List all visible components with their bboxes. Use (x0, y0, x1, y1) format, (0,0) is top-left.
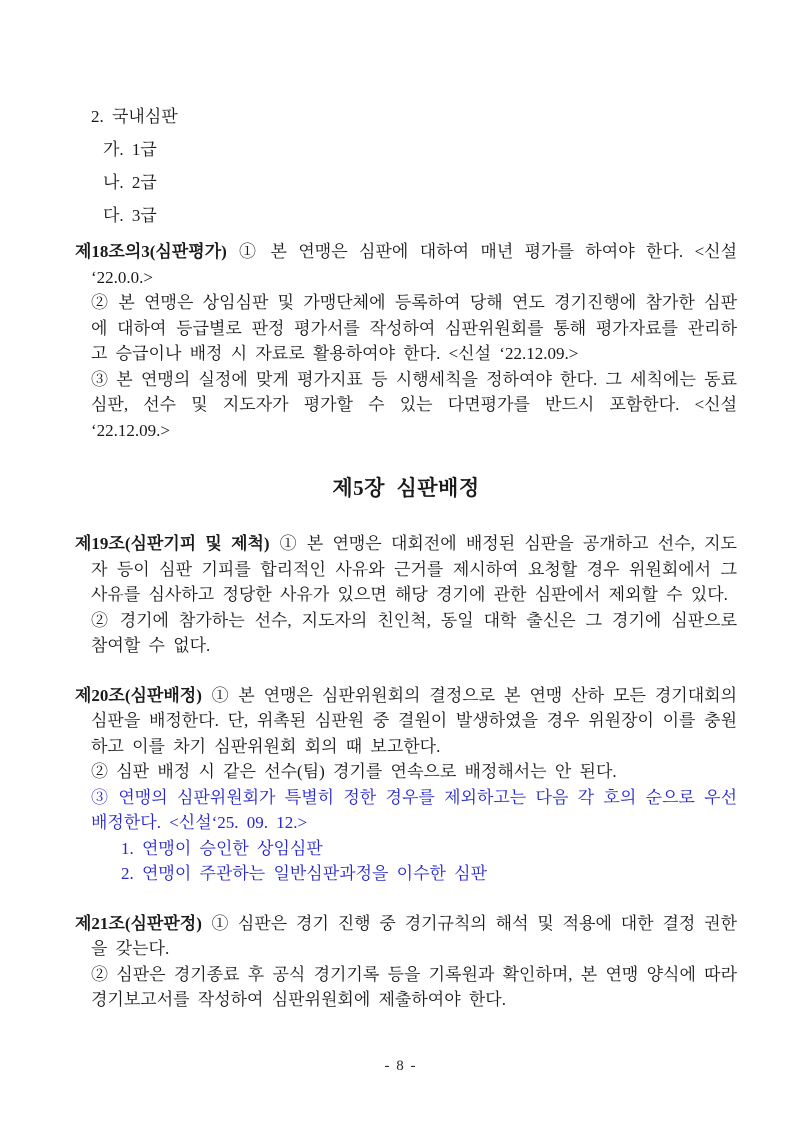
article-20-clause-1: ① 본 연맹은 심판위원회의 결정으로 본 연맹 산하 모든 경기대회의 심판을 배정한다. 단, 위촉된 심판원 중 결원이 발생하였을 경우 위원장이 이를 충원하고 이를 차기 심판위원회 회의 때 보고한다. (91, 685, 737, 756)
article-21-title: 제21조(심판판정) (75, 913, 202, 933)
page-number: - 8 - (384, 1057, 416, 1074)
chapter-5-heading: 제5장 심판배정 (332, 476, 480, 500)
article-19-clause-1: ① 본 연맹은 대회전에 배정된 심판을 공개하고 선수, 지도자 등이 심판 기피를 합리적인 사유와 근거를 제시하여 요청할 경우 위원회에서 그 사유를 심사하고 정당한 사유가 있으면 해당 경기에 관한 심판에서 제외할 수 있다. (91, 534, 737, 604)
article-18-3-paragraph-1 (75, 239, 737, 290)
article-21 (75, 911, 737, 1013)
article-18-3-clause-1: ① 본 연맹은 심판에 대하여 매년 평가를 하여야 한다. <신설 ‘22.0.0.> (91, 242, 737, 287)
article-18-3-clause-2: ② 본 연맹은 상임심판 및 가맹단체에 등록하여 당해 연도 경기진행에 참가한 심판에 대하여 등급별로 판정 평가서를 작성하여 심판위원회를 통해 평가자료를 관리하고 승급이나 배정 시 자료로 활용하여야 한다. <신설 ‘22.12.09.> (91, 293, 737, 363)
article-20-item-1: 1. 연맹이 승인한 상임심판 (121, 838, 323, 858)
article-19-paragraph-1 (75, 531, 737, 608)
list-item-grade-2: 나. 2급 (103, 173, 157, 192)
article-21-paragraph-1 (75, 911, 737, 962)
article-19 (75, 531, 737, 659)
article-19-title: 제19조(심판기피 및 제척) (75, 534, 270, 553)
domestic-referee-grade-list (75, 100, 737, 232)
article-20-item-2: 2. 연맹이 주관하는 일반심판과정을 이수한 심판 (121, 864, 488, 883)
article-18-3-title: 제18조의3(심판평가) (75, 242, 227, 261)
article-21-clause-1: ① 심판은 경기 진행 중 경기규칙의 해석 및 적용에 대한 결정 권한을 갖는다. (91, 913, 737, 958)
article-19-clause-2: ② 경기에 참가하는 선수, 지도자의 친인척, 동일 대학 출신은 그 경기에 심판으로 참여할 수 없다. (91, 610, 737, 655)
article-18-3 (75, 239, 737, 443)
article-20-title: 제20조(심판배정) (75, 685, 202, 705)
article-18-3-clause-3: ③ 본 연맹의 실정에 맞게 평가지표 등 시행세칙을 정하여야 한다. 그 세칙에는 동료심판, 선수 및 지도자가 평가할 수 있는 다면평가를 반드시 포함한다. <신설 ‘22.12.09.> (91, 369, 737, 440)
article-20-clause-2: ② 심판 배정 시 같은 선수(팀) 경기를 연속으로 배정해서는 안 된다. (91, 762, 617, 781)
list-item-domestic-referee: 2. 국내심판 (91, 107, 178, 126)
article-20-paragraph-1 (75, 683, 737, 760)
article-20 (75, 683, 737, 887)
article-20-clause-3-inserted: ③ 연맹의 심판위원회가 특별히 정한 경우를 제외하고는 다음 각 호의 순으로 우선 배정한다. <신설‘25. 09. 12.> (91, 787, 737, 832)
list-item-grade-3: 다. 3급 (103, 206, 157, 225)
list-item-grade-1: 가. 1급 (103, 140, 157, 159)
article-21-clause-2: ② 심판은 경기종료 후 공식 경기기록 등을 기록원과 확인하며, 본 연맹 양식에 따라 경기보고서를 작성하여 심판위원회에 제출하여야 한다. (91, 964, 737, 1009)
